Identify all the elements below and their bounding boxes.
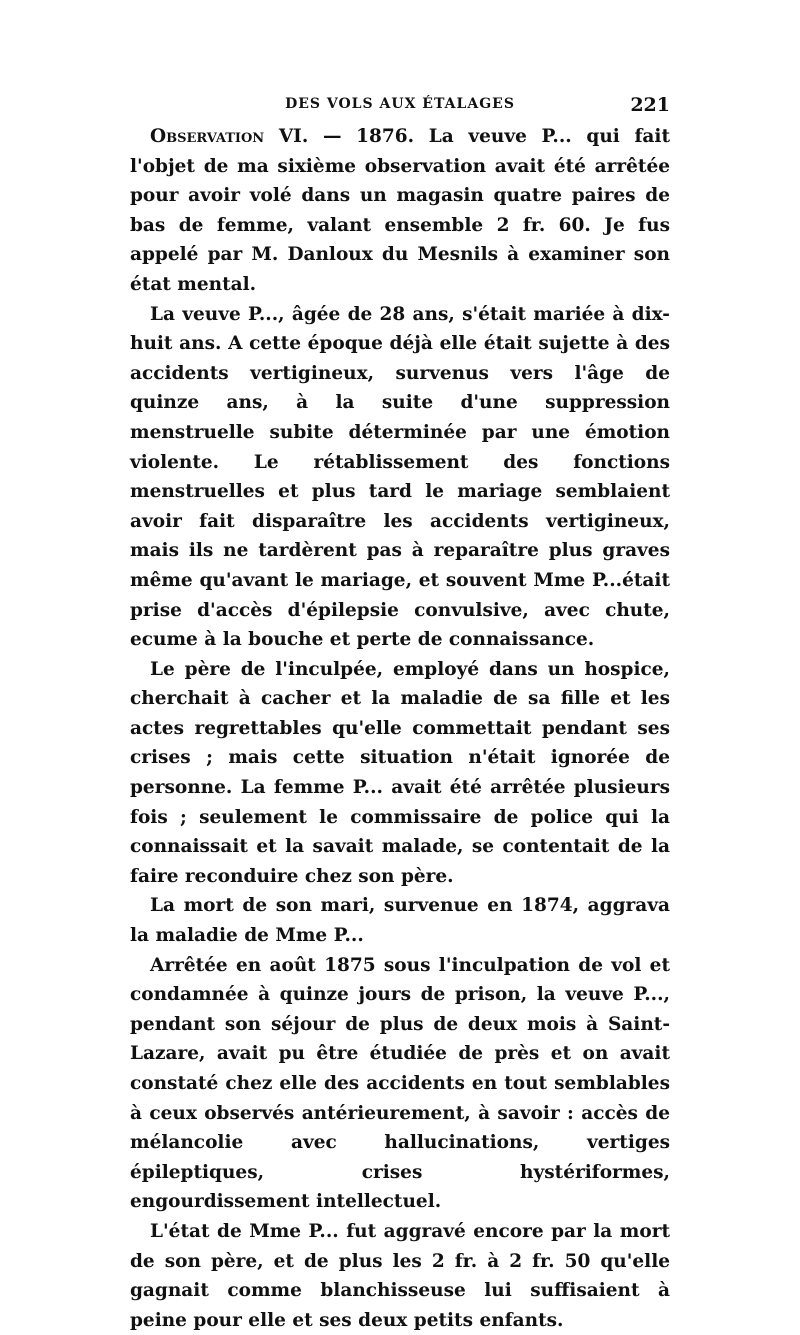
body-text (130, 122, 670, 1335)
page-header (130, 96, 670, 120)
paragraph: Le père de l'inculpée, employé dans un hospice, cherchait à cacher et la maladie de sa fille et les actes regrettables qu'elle commettait pendant ses crises ; mais cette situation n'était ignorée de personne. La femme P... avait été arrêtée plusieurs fois ; seulement le commissaire de police qui la connaissait et la savait malade, se contentait de la faire reconduire chez son père. (130, 658, 670, 887)
paragraph (130, 122, 670, 300)
running-head: DES VOLS AUX ÉTALAGES (285, 96, 515, 112)
paragraph-text: — 1876. La veuve P... qui fait l'objet de ma sixième observation avait été arrêtée pour avoir volé dans un magasin quatre paires de bas de femme, valant ensemble 2 fr. 60. Je fus appelé par M. Danloux du Mesnils à examiner son état mental. (130, 126, 670, 295)
page-number: 221 (630, 94, 670, 116)
paragraph: La veuve P..., âgée de 28 ans, s'était mariée à dix-huit ans. A cette époque déjà elle était sujette à des accidents vertigineux, survenus vers l'âge de quinze ans, à la suite d'une suppression menstruelle subite déterminée par une émotion violente. Le rétablissement des fonctions menstruelles et plus tard le mariage semblaient avoir fait disparaître les accidents vertigineux, mais ils ne tardèrent pas à reparaître plus graves même qu'avant le mariage, et souvent Mme P...était prise d'accès d'épilepsie convulsive, avec chute, ecume à la bouche et perte de connaissance. (130, 303, 670, 651)
observation-label: Observation VI. (150, 126, 309, 147)
paragraph: Arrêtée en août 1875 sous l'inculpation de vol et condamnée à quinze jours de prison, la veuve P..., pendant son séjour de plus de deux mois à Saint-Lazare, avait pu être étudiée de près et on avait constaté chez elle des accidents en tout semblables à ceux observés antérieurement, à savoir : accès de mélancolie avec hallucinations, vertiges épileptiques, crises hystériformes, engourdissement intellectuel. (130, 954, 670, 1213)
paragraph: L'état de Mme P... fut aggravé encore par la mort de son père, et de plus les 2 fr. à 2 fr. 50 qu'elle gagnait comme blanchisseuse lui suffisaient à peine pour elle et ses deux petits enfants. (130, 1220, 670, 1331)
paragraph: La mort de son mari, survenue en 1874, aggrava la maladie de Mme P... (130, 895, 670, 947)
